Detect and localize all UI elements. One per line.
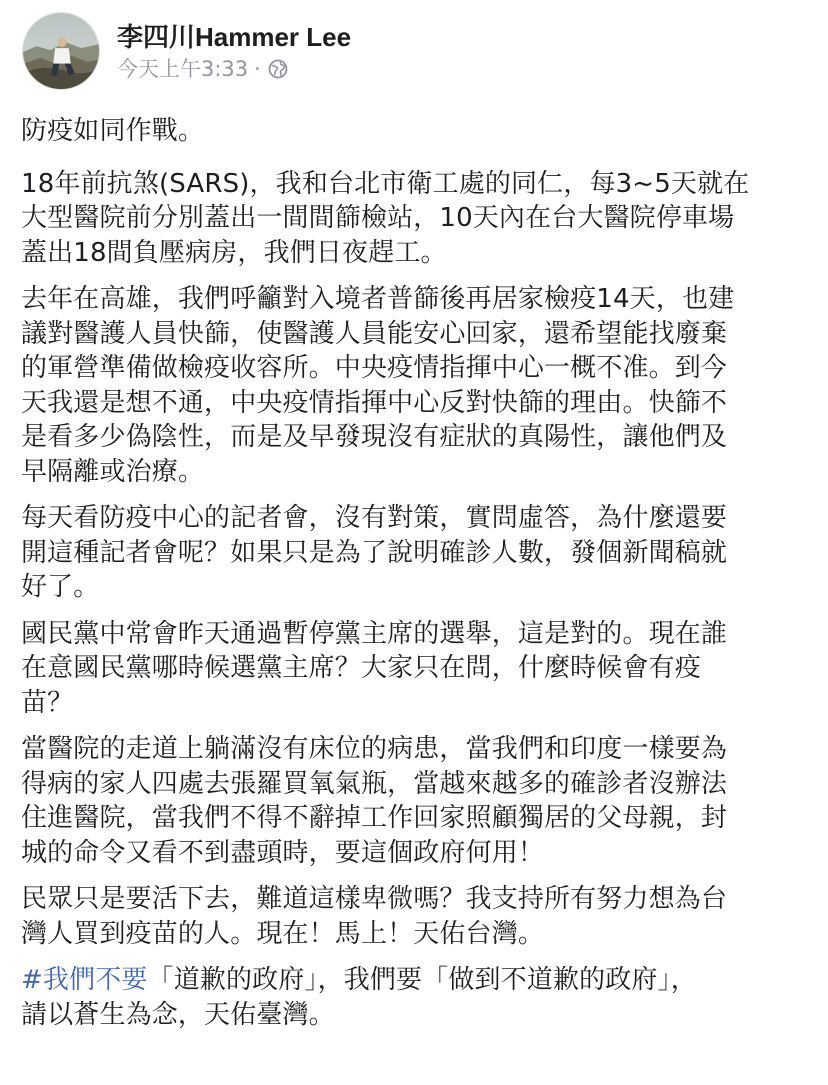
post-paragraph: 當醫院的走道上躺滿沒有床位的病患，當我們和印度一樣要為 得病的家人四處去張羅買氧氣瓶，當越來越多的確診者沒辦法 住進醫院，當我們不得不辭掉工作回家照顧獨居的父母親，封 城的命令又看不到盡頭時，要這個政府何用！ <box>21 734 728 868</box>
post-header <box>22 12 351 92</box>
post-timestamp[interactable]: 今天上午3:33 <box>117 57 249 81</box>
avatar[interactable] <box>22 12 100 90</box>
globe-icon[interactable] <box>268 59 288 79</box>
post-body <box>21 114 811 1044</box>
post-final-text: 「道歉的政府」，我們要「做到不道歉的政府」， 請以蒼生為念，天佑臺灣。 <box>21 965 697 1030</box>
post-meta <box>117 56 351 82</box>
post-paragraph: 防疫如同作戰。 <box>21 116 205 146</box>
post-paragraph: 18年前抗煞(SARS)，我和台北市衛工處的同仁，每3~5天就在 大型醫院前分別蓋出一間間篩檢站，10天內在台大醫院停車場 蓋出18間負壓病房，我們日夜趕工。 <box>21 168 750 268</box>
post-paragraph: 國民黨中常會昨天通過暫停黨主席的選舉，這是對的。現在誰 在意國民黨哪時候選黨主席？大家只在問，什麼時候會有疫 苗？ <box>21 618 728 718</box>
post-paragraph: 去年在高雄，我們呼籲對入境者普篩後再居家檢疫14天，也建 議對醫護人員快篩，使醫護人員能安心回家，還希望能找廢棄 的軍營準備做檢疫收容所。中央疫情指揮中心一概不准。到今 天我還是想不通，中央疫情指揮中心反對快篩的理由。快篩不 是看多少偽陰性，而是及早發現沒有症狀的真陽性，讓他們及 早隔離或治療。 <box>21 284 735 487</box>
profile-photo-icon <box>23 13 99 89</box>
header-text <box>117 12 351 82</box>
post-paragraph: 民眾只是要活下去，難道這樣卑微嗎？我支持所有努力想為台 灣人買到疫苗的人。現在！馬上！天佑台灣。 <box>21 884 728 949</box>
meta-separator: · <box>254 57 261 81</box>
post-final-paragraph <box>21 963 811 1032</box>
post-paragraph: 每天看防疫中心的記者會，沒有對策，實問虛答，為什麼還要 開這種記者會呢？如果只是為了說明確診人數，發個新聞稿就 好了。 <box>21 503 728 602</box>
hashtag-link[interactable]: #我們不要 <box>21 965 148 995</box>
author-name[interactable]: 李四川Hammer Lee <box>117 22 352 52</box>
